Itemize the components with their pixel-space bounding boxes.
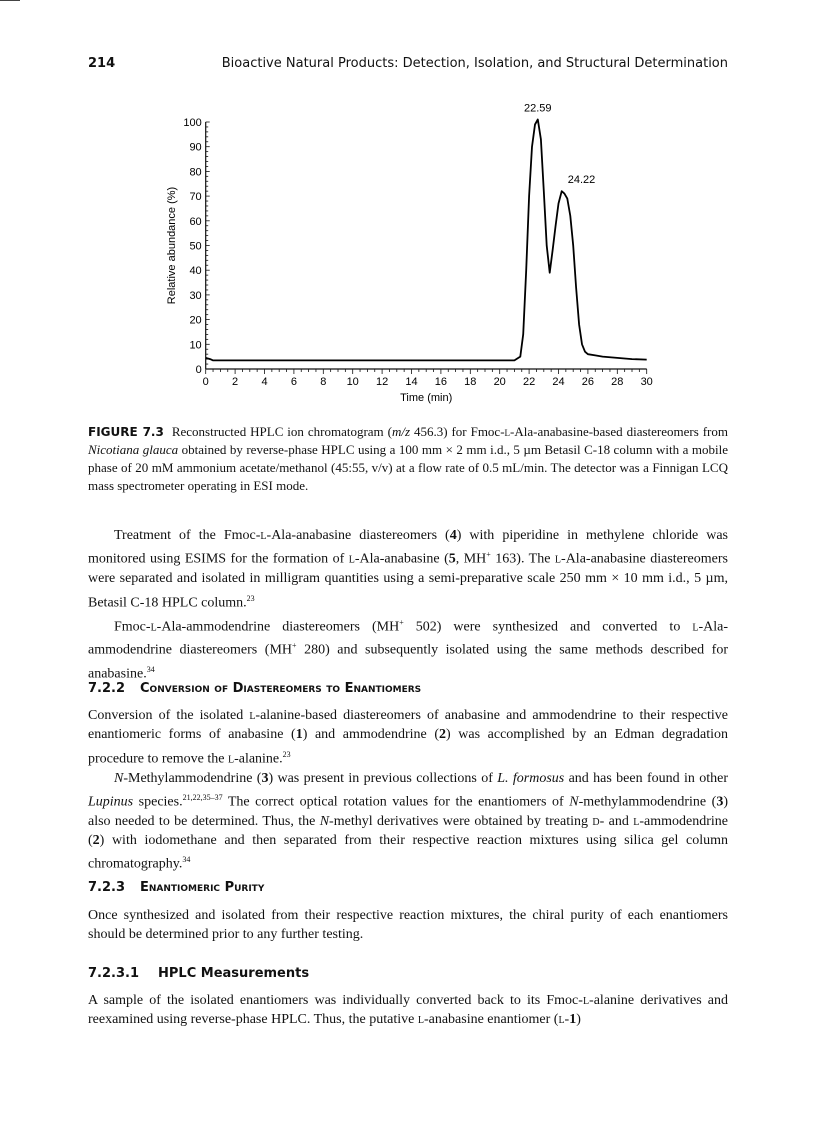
y-tick-label: 100 [183, 117, 202, 129]
x-tick-label: 10 [346, 376, 359, 388]
y-tick-label: 20 [189, 314, 202, 327]
y-tick-label: 10 [189, 339, 202, 352]
x-tick-label: 22 [522, 376, 536, 388]
x-tick-label: 16 [434, 376, 448, 388]
x-tick-label: 6 [290, 376, 297, 388]
body-text-2 [88, 706, 728, 874]
x-tick-label: 8 [320, 376, 327, 388]
peak-label: 22.59 [524, 102, 552, 115]
x-tick-label: 24 [552, 376, 565, 388]
y-tick-label: 50 [189, 240, 202, 253]
body-text-4 [88, 991, 728, 1030]
y-tick-label: 70 [189, 191, 202, 204]
paragraph: A sample of the isolated enantiomers was individually converted back to its Fmoc-l-alanine derivatives and reexamined using reverse-phase HPLC. Thus, the putative l-anabasine enantiomer (l-1) [88, 993, 729, 1028]
page-edge-line [0, 0, 20, 1]
y-tick-label: 60 [189, 215, 202, 228]
y-axis-label: Relative abundance (%) [166, 186, 178, 305]
y-tick-label: 90 [189, 141, 202, 154]
paragraph: N-Methylammodendrine (3) was present in previous collections of L. formosus and has been found in other Lupinus species.$^{21,22,35-37}$ The correct optical rotation values for the enantiomers of N-methylammodendrine (3) also needed to be determined. Thus, the N-methyl derivatives were obtained by treating d- and l-ammodendrine (2) with iodomethane and then separated from their respective reaction mixtures using silica gel column chromatography.$^{34}$ [88, 770, 728, 873]
x-tick-label: 18 [464, 376, 477, 388]
paragraph: Fmoc-l-Ala-ammodendrine diastereomers (MH+ 502) were synthesized and converted to l-Ala-ammodendrine diastereomers (MH+ 280) and subsequently isolated using the same methods described for anabasine.$^{34}$ [88, 617, 728, 683]
page-number: 214 [88, 56, 116, 71]
chromatogram-trace [206, 120, 647, 361]
chromatogram-chart [150, 90, 670, 410]
peak-label: 24.22 [567, 174, 596, 187]
y-tick-label: 30 [189, 289, 202, 302]
figure-label: FIGURE 7.3 [88, 425, 164, 439]
section-heading-7-2-3-1: 7.2.3.1 HPLC Measurements [88, 966, 310, 981]
body-text-3: Once synthesized and isolated from their respective reaction mixtures, the chiral purity of each enantiomers should be determined prior to any further testing. [88, 908, 728, 943]
y-tick-label: 0 [195, 364, 202, 376]
paragraph: Treatment of the Fmoc-l-Ala-anabasine diastereomers (4) with piperidine in methylene chloride was monitored using ESIMS for the formation of l-Ala-anabasine (5, MH+ 163). The l-Ala-anabasine diastereomers were separated and isolated in milligram quantities using a semi-preparative scale 250 mm × 10 mm i.d., 5 µm, Betasil C-18 HPLC column.$^{23}$ [88, 528, 728, 611]
x-tick-label: 26 [581, 376, 595, 388]
section-heading-7-2-2: 7.2.2 Conversion of Diastereomers to Enantiomers [88, 681, 422, 696]
x-tick-label: 12 [375, 376, 389, 388]
x-tick-label: 2 [232, 376, 239, 388]
x-tick-label: 20 [493, 376, 506, 388]
x-axis-label: Time (min) [400, 392, 453, 404]
figure-caption: FIGURE 7.3 Reconstructed HPLC ion chromatogram (m/z 456.3) for Fmoc-l-Ala-anabasine-based diastereomers from Nicotiana glauca obtained by reverse-phase HPLC using a 100 mm × 2 mm i.d., 5 µm Betasil C-18 column with a mobile phase of 20 mM ammonium acetate/methanol (45:55, v/v) at a flow rate of 0.5 mL/min. The detector was a Finnigan LCQ mass spectrometer operating in ESI mode. [88, 424, 728, 493]
x-tick-label: 14 [405, 376, 418, 388]
body-text-1 [88, 526, 728, 684]
paragraph: Conversion of the isolated l-alanine-based diastereomers of anabasine and ammodendrine to their respective enantiomeric forms of anabasine (1) and ammodendrine (2) was accomplished by an Edman degradation procedure to remove the l-alanine.$^{23}$ [88, 708, 729, 767]
y-tick-label: 40 [189, 265, 202, 278]
x-tick-label: 0 [202, 376, 209, 388]
x-tick-label: 28 [611, 376, 624, 388]
section-heading-7-2-3: 7.2.3 Enantiomeric Purity [88, 880, 265, 895]
y-tick-label: 80 [189, 166, 202, 179]
x-tick-label: 4 [261, 376, 268, 388]
x-tick-label: 30 [640, 376, 653, 388]
running-title: Bioactive Natural Products: Detection, Isolation, and Structural Determination [221, 56, 728, 71]
